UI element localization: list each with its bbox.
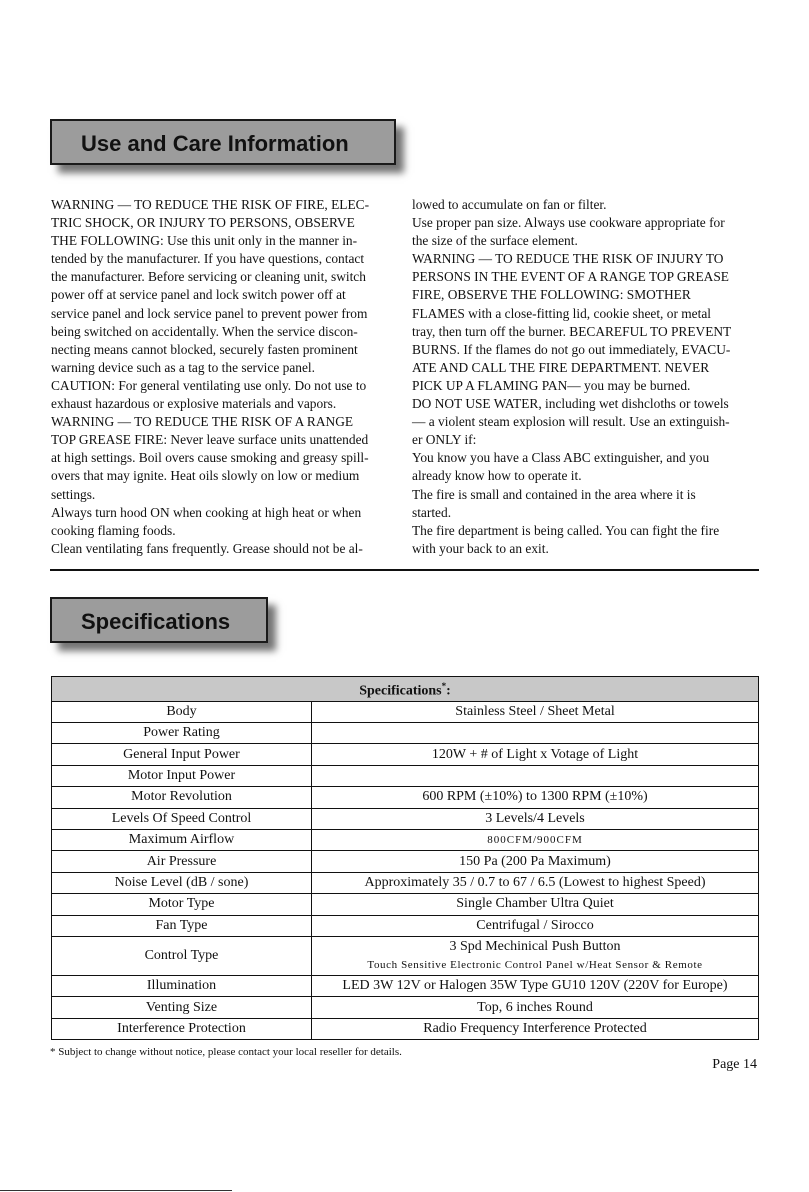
text-line: power off at service panel and lock switch power off at	[51, 287, 346, 303]
table-header-label: Specifications	[359, 683, 442, 699]
table-row	[52, 830, 759, 851]
spec-label: Maximum Airflow	[52, 830, 312, 851]
spec-label: Control Type	[52, 936, 312, 975]
table-header-suffix: :	[446, 683, 451, 699]
spec-value: LED 3W 12V or Halogen 35W Type GU10 120V (220V for Europe)	[312, 975, 759, 996]
use-care-heading: Use and Care Information	[50, 119, 396, 165]
table-row	[52, 1018, 759, 1039]
text-line: FIRE, OBSERVE THE FOLLOWING: SMOTHER	[412, 287, 691, 303]
spec-label: Fan Type	[52, 915, 312, 936]
text-line: PERSONS IN THE EVENT OF A RANGE TOP GREASE	[412, 269, 729, 285]
spec-label: Levels Of Speed Control	[52, 808, 312, 829]
text-line: necting means cannot blocked, securely fasten prominent	[51, 341, 358, 357]
text-line: being switched on accidentally. When the service discon-	[51, 323, 358, 339]
spec-value	[312, 936, 759, 975]
text-line: BURNS. If the flames do not go out immediately, EVACU-	[412, 341, 731, 357]
text-line: overs that may ignite. Heat oils slowly on low or medium	[51, 468, 360, 484]
spec-label: Illumination	[52, 975, 312, 996]
text-line: Use proper pan size. Always use cookware appropriate for	[412, 215, 725, 231]
spec-value	[312, 723, 759, 744]
text-line: The fire is small and contained in the area where it is	[412, 486, 696, 502]
spec-value-line: Touch Sensitive Electronic Control Panel w/Heat Sensor & Remote	[367, 958, 703, 971]
table-row	[52, 872, 759, 893]
spec-label: Motor Revolution	[52, 787, 312, 808]
text-line: Always turn hood ON when cooking at high heat or when	[51, 504, 362, 520]
spec-value: 120W + # of Light x Votage of Light	[312, 744, 759, 765]
spec-value	[312, 765, 759, 786]
specifications-table	[51, 676, 759, 1040]
spec-value: Approximately 35 / 0.7 to 67 / 6.5 (Lowest to highest Speed)	[312, 872, 759, 893]
text-line: CAUTION: For general ventilating use only. Do not use to	[51, 377, 367, 393]
spec-label: Interference Protection	[52, 1018, 312, 1039]
text-line: WARNING — TO REDUCE THE RISK OF A RANGE	[51, 414, 354, 430]
spec-value: 3 Levels/4 Levels	[312, 808, 759, 829]
table-row	[52, 701, 759, 722]
table-row	[52, 787, 759, 808]
section-divider	[50, 569, 759, 571]
text-line: PICK UP A FLAMING PAN— you may be burned.	[412, 377, 691, 393]
use-care-left-column	[51, 196, 394, 558]
bottom-rule	[0, 1190, 232, 1191]
specifications-heading: Specifications	[50, 597, 268, 643]
text-line: at high settings. Boil overs cause smoking and greasy spill-	[51, 450, 369, 466]
spec-label: Noise Level (dB / sone)	[52, 872, 312, 893]
text-line: settings.	[51, 486, 96, 502]
footnote: * Subject to change without notice, please contact your local reseller for details.	[50, 1046, 402, 1058]
text-line: lowed to accumulate on fan or filter.	[412, 197, 607, 212]
text-line: the size of the surface element.	[412, 233, 578, 249]
table-row	[52, 915, 759, 936]
table-row	[52, 894, 759, 915]
spec-label: Venting Size	[52, 997, 312, 1018]
text-line: — a violent steam explosion will result. Use an extinguish-	[412, 414, 730, 430]
text-line: warning device such as a tag to the service panel.	[51, 359, 315, 375]
text-line: er ONLY if:	[412, 432, 477, 448]
text-line: DO NOT USE WATER, including wet dishcloths or towels	[412, 396, 729, 412]
use-care-right-column	[412, 196, 760, 558]
spec-value: Radio Frequency Interference Protected	[312, 1018, 759, 1039]
text-line: You know you have a Class ABC extinguisher, and you	[412, 450, 710, 466]
table-row	[52, 723, 759, 744]
text-line: WARNING — TO REDUCE THE RISK OF FIRE, ELEC-	[51, 197, 370, 212]
text-line: ATE AND CALL THE FIRE DEPARTMENT. NEVER	[412, 359, 710, 375]
text-line: WARNING — TO REDUCE THE RISK OF INJURY TO	[412, 251, 724, 267]
spec-label: Motor Input Power	[52, 765, 312, 786]
table-row	[52, 765, 759, 786]
page-number: Page 14	[712, 1057, 757, 1072]
text-line: Clean ventilating fans frequently. Grease should not be al-	[51, 540, 363, 556]
text-line: service panel and lock service panel to prevent power from	[51, 305, 368, 321]
text-line: with your back to an exit.	[412, 540, 549, 556]
table-row	[52, 808, 759, 829]
table-header	[52, 677, 759, 702]
text-line: FLAMES with a close-fitting lid, cookie sheet, or metal	[412, 305, 712, 321]
table-header-row	[52, 677, 759, 702]
text-line: tended by the manufacturer. If you have questions, contact	[51, 251, 365, 267]
text-line: TOP GREASE FIRE: Never leave surface units unattended	[51, 432, 369, 448]
spec-label: Body	[52, 701, 312, 722]
spec-value: Stainless Steel / Sheet Metal	[312, 701, 759, 722]
spec-label: General Input Power	[52, 744, 312, 765]
text-line: already know how to operate it.	[412, 468, 582, 484]
text-line: started.	[412, 504, 452, 520]
text-line: The fire department is being called. You can fight the fire	[412, 522, 720, 538]
table-row	[52, 997, 759, 1018]
text-line: cooking flaming foods.	[51, 522, 176, 538]
text-line: exhaust hazardous or explosive materials and vapors.	[51, 396, 337, 412]
spec-value: 800CFM/900CFM	[312, 830, 759, 851]
table-row	[52, 851, 759, 872]
text-line: THE FOLLOWING: Use this unit only in the manner in-	[51, 233, 358, 249]
text-line: the manufacturer. Before servicing or cleaning unit, switch	[51, 269, 366, 285]
spec-label: Power Rating	[52, 723, 312, 744]
spec-value: 150 Pa (200 Pa Maximum)	[312, 851, 759, 872]
spec-value: Top, 6 inches Round	[312, 997, 759, 1018]
spec-label: Motor Type	[52, 894, 312, 915]
text-line: tray, then turn off the burner. BECAREFUL TO PREVENT	[412, 323, 732, 339]
spec-value-line: 3 Spd Mechinical Push Button	[449, 938, 621, 954]
table-header-mark: *	[441, 681, 447, 691]
spec-label: Air Pressure	[52, 851, 312, 872]
table-row	[52, 744, 759, 765]
spec-value: 600 RPM (±10%) to 1300 RPM (±10%)	[312, 787, 759, 808]
table-row	[52, 936, 759, 975]
spec-value: Centrifugal / Sirocco	[312, 915, 759, 936]
table-row	[52, 975, 759, 996]
spec-value: Single Chamber Ultra Quiet	[312, 894, 759, 915]
text-line: TRIC SHOCK, OR INJURY TO PERSONS, OBSERVE	[51, 215, 355, 231]
